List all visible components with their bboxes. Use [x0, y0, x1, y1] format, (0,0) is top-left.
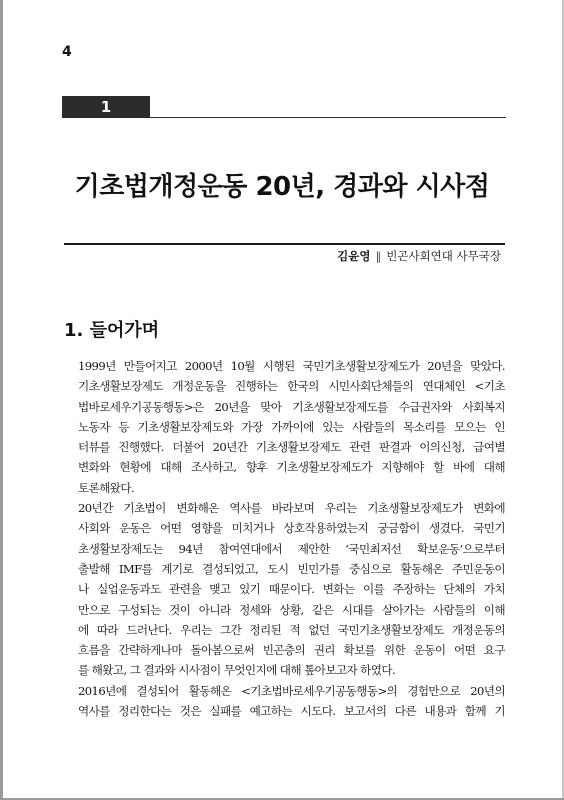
- author-separator: ‖: [375, 249, 382, 263]
- body-line: 에 따라 드러난다. 우리는 그간 정리된 적 없던 국민기초생활보장제도 개정운동의: [78, 622, 505, 637]
- body-line: 역사를 정리한다는 것은 실패를 예고하는 시도다. 보고서의 다른 내용과 함께 기: [78, 704, 505, 719]
- page-number: 4: [62, 44, 72, 60]
- body-line: 만으로 구성되는 것이 아니라 정세와 상황, 같은 시대를 살아가는 사람들의 이해: [78, 602, 505, 617]
- author-line: [337, 248, 501, 264]
- body-line: 변화와 현황에 대해 조사하고, 향후 기초생활보장제도가 지향해야 할 바에 대해: [78, 460, 505, 475]
- body-line: 흐름을 간략하게나마 돌아봄으로써 빈곤층의 권리 확보를 위한 운동이 어떤 요구: [78, 643, 505, 658]
- body-line: 토론해왔다.: [78, 480, 135, 495]
- body-line: 나 실업운동과도 관련을 맺고 있기 때문이다. 변화는 이를 주장하는 단체의 가치: [78, 582, 505, 597]
- author-affiliation: 빈곤사회연대 사무국장: [386, 249, 501, 263]
- page-frame-left: [0, 0, 3, 800]
- body-line: 1999년 만들어지고 2000년 10월 시행된 국민기초생활보장제도가 20년을 맞았다.: [78, 359, 505, 373]
- body-line: 출발해 IMF를 계기로 결성되었고, 도시 빈민가를 중심으로 활동해온 주민운동이: [78, 561, 505, 576]
- chapter-rule: [150, 117, 506, 118]
- body-line: 노동자 등 기초생활보장제도와 가장 가까이에 있는 사람들의 목소리를 모으는 인: [78, 419, 505, 434]
- body-line: 기초생활보장제도 개정운동을 진행하는 한국의 시민사회단체들의 연대체인 <기초: [78, 379, 505, 394]
- document-title: 기초법개정운동 20년, 경과와 시사점: [74, 172, 490, 202]
- body-line: 를 해왔고, 그 결과와 시사점이 무엇인지에 대해 톺아보고자 하였다.: [78, 663, 396, 678]
- body-line: 초생활보장제도는 94년 참여연대에서 제안한 ‘국민최저선 확보운동’으로부터: [78, 541, 505, 556]
- title-divider: [64, 243, 505, 245]
- body-line: 사회와 운동은 어떤 영향을 미치거나 상호작용하였는지 궁금함이 생겼다. 국민기: [78, 521, 505, 536]
- body-line: 2016년에 결성되어 활동해온 <기초법바로세우기공동행동>의 경험만으로 20년의: [78, 683, 505, 698]
- body-line: 법바로세우기공동행동>은 20년을 맞아 기초생활보장제도를 수급권자와 사회복지: [78, 399, 505, 414]
- section-heading: 1. 들어가며: [64, 320, 160, 341]
- body-line: 20년간 기초법이 변화해온 역사를 바라보며 우리는 기초생활보장제도가 변화에: [78, 501, 505, 516]
- author-name: 김윤영: [337, 249, 371, 263]
- body-text: [78, 356, 505, 721]
- body-line: 터뷰를 진행했다. 더불어 20년간 기초생활보장제도 관련 판결과 이의신청, 급여별: [78, 440, 505, 455]
- chapter-number-badge: 1: [62, 96, 150, 118]
